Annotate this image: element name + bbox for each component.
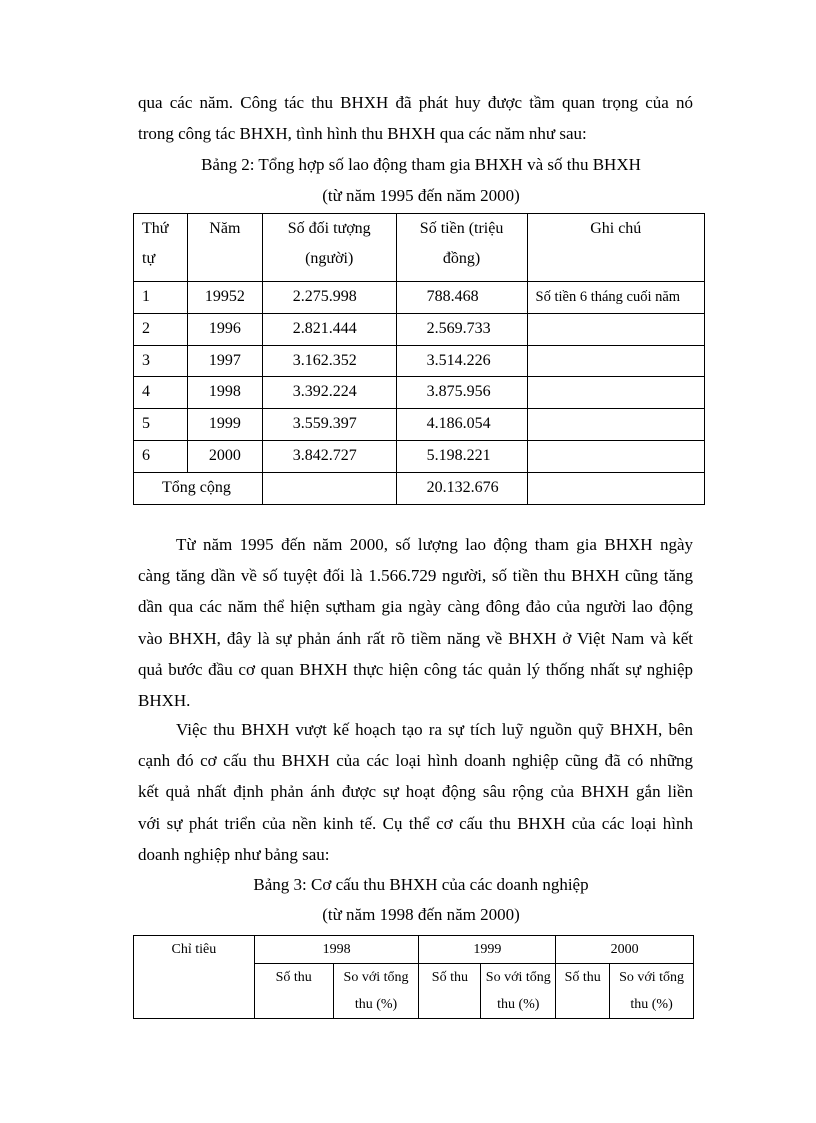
cell-note: Số tiền 6 tháng cuối năm <box>527 282 704 314</box>
cell-stt: 5 <box>134 409 188 441</box>
header-collected: Số thu <box>556 964 610 1019</box>
table-row <box>134 409 705 441</box>
cell-money: 3.514.226 <box>396 345 527 377</box>
text-line: doanh nghiệp như bảng sau: <box>138 844 330 864</box>
text-line: với sự phát triển của nền kinh tế. Cụ thể cơ cấu thu BHXH của các loại hình <box>138 813 693 833</box>
cell-note <box>527 345 704 377</box>
cell-people: 2.275.998 <box>262 282 396 314</box>
table2-subcaption: (từ năm 1995 đến năm 2000) <box>322 186 520 205</box>
cell-stt: 2 <box>134 313 188 345</box>
header-share: So với tổng thu (%) <box>481 964 556 1019</box>
cell-money: 4.186.054 <box>396 409 527 441</box>
table3-subcaption: (từ năm 1998 đến năm 2000) <box>322 905 520 924</box>
header-year: Năm <box>187 214 262 282</box>
header-people: Số đối tượng (người) <box>262 214 396 282</box>
cell-money: 788.468 <box>396 282 527 314</box>
total-note <box>527 472 704 504</box>
cell-note <box>527 377 704 409</box>
table-header-row <box>134 214 705 282</box>
header-share: So với tổng thu (%) <box>333 964 419 1019</box>
cell-year: 1996 <box>187 313 262 345</box>
table-row <box>134 377 705 409</box>
header-stt: Thứ tự <box>134 214 188 282</box>
cell-note <box>527 440 704 472</box>
cell-year: 1998 <box>187 377 262 409</box>
table3-caption: Bảng 3: Cơ cấu thu BHXH của các doanh nghiệp <box>253 875 589 894</box>
text-line: qua các năm. Công tác thu BHXH đã phát huy được tầm quan trọng của nó <box>138 93 693 112</box>
cell-people: 2.821.444 <box>262 313 396 345</box>
table-row <box>134 440 705 472</box>
paragraph-1 <box>138 529 693 716</box>
header-indicator: Chỉ tiêu <box>134 936 255 1019</box>
cell-year: 19952 <box>187 282 262 314</box>
cell-year: 1997 <box>187 345 262 377</box>
table-row <box>134 313 705 345</box>
table-row <box>134 282 705 314</box>
cell-stt: 6 <box>134 440 188 472</box>
header-collected: Số thu <box>254 964 333 1019</box>
text-line: quả bước đầu cơ quan BHXH thực hiện công tác quản lý thống nhất sự nghiệp <box>138 659 693 679</box>
text-line: kết quả nhất định phản ánh được sự hoạt động sâu rộng của BHXH gắn liền <box>138 782 693 802</box>
text-line: vào BHXH, đây là sự phản ánh rất rõ tiềm năng về BHXH ở Việt Nam và kết <box>138 628 693 648</box>
text-line: trong công tác BHXH, tình hình thu BHXH qua các năm như sau: <box>138 124 587 144</box>
cell-people: 3.842.727 <box>262 440 396 472</box>
table3-revenue-structure <box>133 935 694 1019</box>
total-money: 20.132.676 <box>396 472 527 504</box>
total-people <box>262 472 396 504</box>
paragraph-2 <box>138 714 693 870</box>
cell-money: 5.198.221 <box>396 440 527 472</box>
table-row <box>134 345 705 377</box>
cell-people: 3.559.397 <box>262 409 396 441</box>
cell-note <box>527 409 704 441</box>
text-line: Từ năm 1995 đến năm 2000, số lượng lao động tham gia BHXH ngày <box>176 535 693 554</box>
text-line: Việc thu BHXH vượt kế hoạch tạo ra sự tích luỹ nguồn quỹ BHXH, bên <box>176 720 693 739</box>
cell-stt: 1 <box>134 282 188 314</box>
cell-money: 2.569.733 <box>396 313 527 345</box>
header-money: Số tiền (triệu đồng) <box>396 214 527 282</box>
cell-year: 2000 <box>187 440 262 472</box>
table2-caption: Bảng 2: Tổng hợp số lao động tham gia BHXH và số thu BHXH <box>201 155 641 174</box>
text-line: càng tăng dần về số tuyệt đối là 1.566.729 người, số tiền thu BHXH cũng tăng <box>138 566 693 586</box>
cell-note <box>527 313 704 345</box>
cell-stt: 4 <box>134 377 188 409</box>
intro-paragraph <box>138 87 693 149</box>
table-total-row <box>134 472 705 504</box>
cell-stt: 3 <box>134 345 188 377</box>
total-label: Tổng cộng <box>134 472 263 504</box>
table2-labor-and-revenue <box>133 213 705 505</box>
text-line: cạnh đó cơ cấu thu BHXH của các loại hình doanh nghiệp cũng đã có những <box>138 751 693 771</box>
header-share: So với tổng thu (%) <box>610 964 694 1019</box>
text-line: dần qua các năm thể hiện sựtham gia ngày càng đông đảo của người lao động <box>138 597 693 617</box>
text-line: BHXH. <box>138 690 191 710</box>
header-year-1998: 1998 <box>254 936 419 964</box>
header-year-1999: 1999 <box>419 936 556 964</box>
cell-people: 3.162.352 <box>262 345 396 377</box>
header-note: Ghi chú <box>527 214 704 282</box>
header-collected: Số thu <box>419 964 481 1019</box>
cell-year: 1999 <box>187 409 262 441</box>
cell-money: 3.875.956 <box>396 377 527 409</box>
table-header-row <box>134 936 694 964</box>
header-year-2000: 2000 <box>556 936 694 964</box>
cell-people: 3.392.224 <box>262 377 396 409</box>
